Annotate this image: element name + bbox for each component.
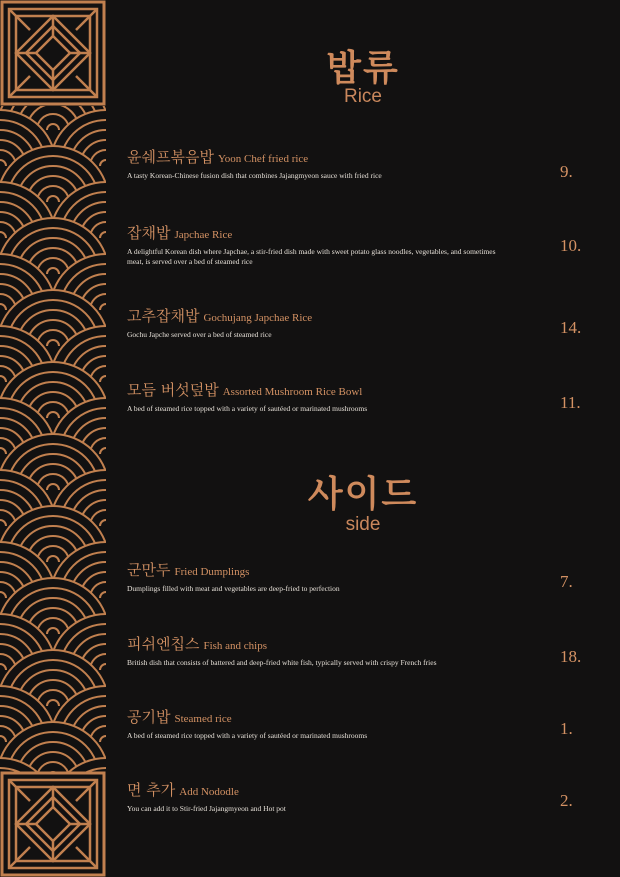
wave-pattern-icon [0,0,106,877]
wave-arc [60,768,106,814]
menu-item [127,146,597,181]
item-name-ko: 윤쉐프볶음밥 [127,148,214,166]
item-description: A tasty Korean-Chinese fusion dish that combines Jajangmyeon sauce with fried rice [127,171,382,180]
item-description: A bed of steamed rice topped with a variety of sautéed or marinated mushrooms [127,731,368,740]
item-name-en: Fried Dumplings [174,566,250,578]
section-title-en: Rice [343,86,382,107]
decorative-sidebar [0,0,106,877]
item-name-en: Gochujang Japchae Rice [203,312,313,324]
item-name-ko: 고추잡채밥 [127,307,200,325]
menu-item [127,633,597,668]
item-price: 7. [560,572,573,591]
item-price: 14. [560,318,582,337]
item-name-en: Yoon Chef fried rice [217,153,309,165]
section-title-ko: 밥류 [326,48,400,89]
menu-item [127,779,597,814]
wave-arc [0,768,46,814]
menu-item [127,305,597,340]
item-name-en: Fish and chips [203,640,268,652]
item-price: 1. [560,719,573,738]
item-name-ko: 피쉬엔칩스 [127,635,200,653]
menu-item [127,706,597,741]
menu-content [106,0,620,877]
item-description: British dish that consists of battered and deep-fried white fish, typically served with crispy French fries [127,658,437,667]
item-name-ko: 모듬 버섯덮밥 [127,381,219,399]
menu-item [127,379,597,414]
item-description: A delightful Korean dish where Japchae, a stir-fried dish made with sweet potato glass noodles, vegetables, and sometimes meat, is served over a bed of steamed rice [127,247,496,266]
item-price: 10. [560,236,582,255]
item-name-en: Add Nododle [179,786,239,798]
item-price: 2. [560,791,573,810]
lattice-bottom-icon [2,773,104,875]
item-name-en: Steamed rice [174,713,232,725]
item-name-en: Assorted Mushroom Rice Bowl [222,386,363,398]
menu-item [127,222,597,267]
item-price: 9. [560,162,573,181]
item-price: 11. [560,393,581,412]
item-description: Gochu Japche served over a bed of steamed rice [127,330,272,339]
item-name-ko: 잡채밥 [127,224,171,242]
item-name-ko: 공기밥 [127,708,171,726]
item-price: 18. [560,647,582,666]
item-name-ko: 면 추가 [127,781,176,799]
item-description: Dumplings filled with meat and vegetables are deep-fried to perfection [127,584,340,593]
item-name-ko: 군만두 [127,561,171,579]
item-description: You can add it to Stir-fried Jajangmyeon and Hot pot [127,804,286,813]
section-title-ko: 사이드 [307,474,419,515]
item-name-en: Japchae Rice [174,229,233,241]
item-description: A bed of steamed rice topped with a variety of sautéed or marinated mushrooms [127,404,368,413]
section-title-en: side [345,514,381,535]
menu-item [127,559,597,594]
lattice-top-icon [2,2,104,104]
